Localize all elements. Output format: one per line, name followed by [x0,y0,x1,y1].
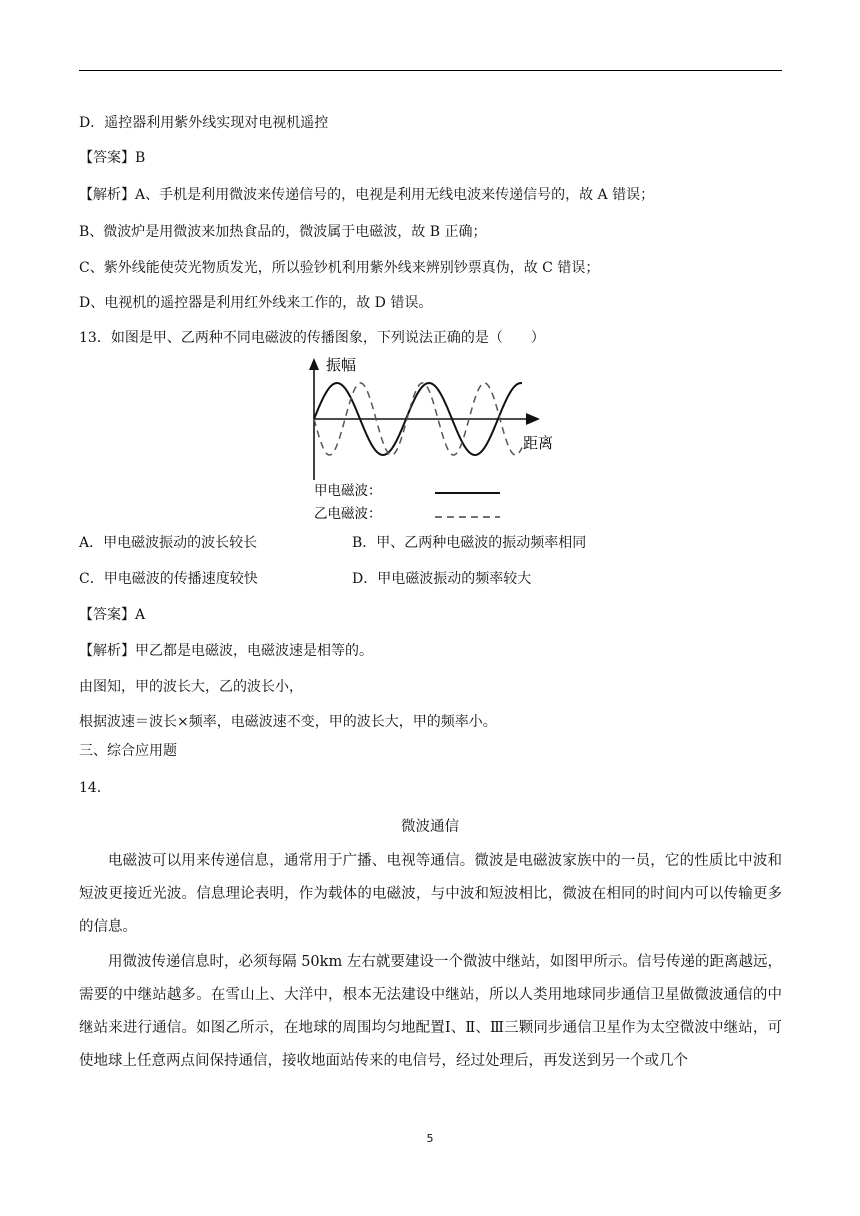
header-rule [79,70,782,71]
explanation-12-line1: 【解析】A、手机是利用微波来传递信号的，电视是利用无线电波来传递信号的，故 A 错误； [79,187,655,203]
option-d-prev: D．遥控器利用紫外线实现对电视机遥控 [79,115,329,131]
article-paragraph-1: 电磁波可以用来传递信息，通常用于广播、电视等通信。微波是电磁波家族中的一员，它的性质比中波和短波更接近光波。信息理论表明，作为载体的电磁波，与中波和短波相比，微波在相同的时间内可以传输更多的信息。 [79,853,782,935]
explanation-13-line1: 【解析】甲乙都是电磁波，电磁波速是相等的。 [79,643,373,659]
explanation-12-line4: D、电视机的遥控器是利用红外线来工作的，故 D 错误。 [79,295,433,311]
wave-figure [300,352,560,532]
option-a: A．甲电磁波振动的波长较长 [79,535,258,551]
answer-12: 【答案】B [79,150,146,166]
explanation-13-line2: 由图知，甲的波长大，乙的波长小， [79,679,303,695]
article-title: 微波通信 [401,819,459,835]
option-c: C．甲电磁波的传播速度较快 [79,571,258,587]
section-heading: 三、综合应用题 [79,743,177,759]
page-number: 5 [426,1132,434,1145]
explanation-13-line3: 根据波速＝波长×频率，电磁波速不变，甲的波长大，甲的频率小。 [79,714,497,730]
legend-yi-label: 乙电磁波： [314,506,382,522]
option-d: D．甲电磁波振动的频率较大 [352,571,532,587]
explanation-12-line3: C、紫外线能使荧光物质发光，所以验钞机利用紫外线来辨别钞票真伪，故 C 错误； [79,260,600,276]
x-axis-arrow [526,413,540,425]
legend-jia-label: 甲电磁波： [314,483,382,499]
answer-13: 【答案】A [79,607,146,623]
article-paragraph-2: 用微波传递信息时，必须每隔 50km 左右就要建设一个微波中继站，如图甲所示。信号传递的距离越远，需要的中继站越多。在雪山上、大洋中，根本无法建设中继站，所以人类用地球同步通信卫星做微波通信的中继站来进行通信。如图乙所示，在地球的周围均匀地配置Ⅰ、Ⅱ、Ⅲ三颗同步通信卫星作为太空微波中继站，可使地球上任意两点间保持通信，接收地面站传来的电信号，经过处理后，再发送到另一个或几个 [79,954,782,1069]
y-axis-arrow [309,358,319,370]
option-b: B．甲、乙两种电磁波的振动频率相同 [352,535,587,551]
explanation-12-line2: B、微波炉是用微波来加热食品的，微波属于电磁波，故 B 正确； [79,224,487,240]
x-axis-label: 距离 [523,434,554,452]
y-axis-label: 振幅 [326,356,357,374]
question-13: 13．如图是甲、乙两种不同电磁波的传播图象，下列说法正确的是（ ） [79,330,545,346]
question-14: 14． [79,780,111,796]
